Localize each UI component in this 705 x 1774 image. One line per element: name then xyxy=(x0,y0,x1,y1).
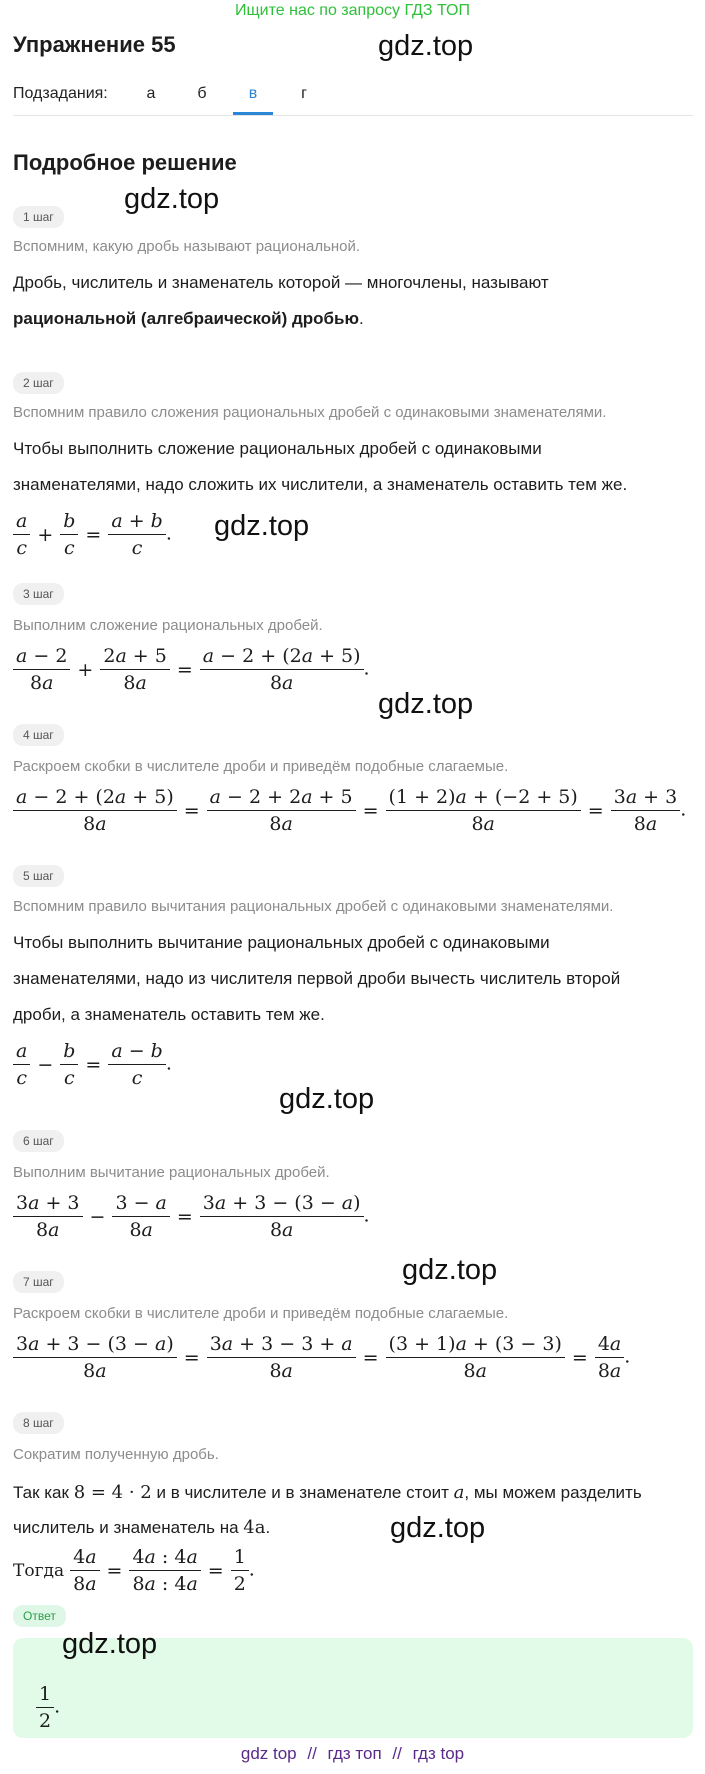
step-hint: Вспомним правило вычитания рациональных дробей с одинаковыми знаменателями. xyxy=(13,898,614,915)
step-text xyxy=(13,1482,642,1503)
footer-link-gdz-top-mixed[interactable]: гдз top xyxy=(412,1744,465,1763)
step-badge: 6 шаг xyxy=(13,1130,64,1152)
step-hint: Раскроем скобки в числителе дроби и приведём подобные слагаемые. xyxy=(13,1305,509,1322)
formula-step3: $\frac{a - 2}{8a}$ + $\frac{2a + 5}{8a}$ = $\frac{a - 2 + (2a + 5)}{8a}$ . xyxy=(13,645,370,694)
text-fragment: и в числителе и в знаменателе стоит xyxy=(156,1483,449,1502)
footer-link-gdz-top[interactable]: gdz top xyxy=(240,1744,297,1763)
watermark: gdz.top xyxy=(390,1512,486,1544)
active-tab-indicator xyxy=(233,112,273,115)
step-text: Дробь, числитель и знаменатель которой — многочлены, называют xyxy=(13,273,549,292)
watermark: gdz.top xyxy=(378,30,474,62)
footer-link-gdz-top-ru[interactable]: гдз топ xyxy=(327,1744,382,1763)
step-text xyxy=(13,1517,270,1538)
step-badge: 3 шаг xyxy=(13,583,64,605)
step-text: знаменателями, надо из числителя первой дроби вычесть числитель второй xyxy=(13,969,621,988)
watermark: gdz.top xyxy=(62,1628,158,1660)
watermark: gdz.top xyxy=(124,183,220,215)
solution-heading: Подробное решение xyxy=(13,150,237,175)
step-text: Чтобы выполнить сложение рациональных дробей с одинаковыми xyxy=(13,439,542,458)
footer-separator: // xyxy=(392,1744,402,1763)
inline-math: 8 = 4 · 2 xyxy=(73,1482,152,1503)
formula-step4: $\frac{a - 2 + (2a + 5)}{8a}$ = $\frac{a - 2 + 2a + 5}{8a}$ = $\frac{(1 + 2)a + (-2 + 5)}{8a}$ = $\frac{3a + 3}{8a}$ . xyxy=(13,786,686,835)
step-hint: Сократим полученную дробь. xyxy=(13,1446,219,1463)
text-fragment: , мы можем разделить xyxy=(464,1483,642,1502)
step-hint: Раскроем скобки в числителе дроби и приведём подобные слагаемые. xyxy=(13,758,509,775)
period: . xyxy=(359,309,364,328)
watermark: gdz.top xyxy=(214,510,310,542)
text-fragment: Так как xyxy=(13,1483,69,1502)
step-badge: 5 шаг xyxy=(13,865,64,887)
answer-badge: Ответ xyxy=(13,1605,66,1627)
formula-step7: $\frac{3a + 3 - (3 - a)}{8a}$ = $\frac{3a + 3 - 3 + a}{8a}$ = $\frac{(3 + 1)a + (3 - 3)}{8a}$ = $\frac{4a}{8a}$ . xyxy=(13,1333,630,1382)
step-badge: 4 шаг xyxy=(13,724,64,746)
answer-value: $\frac{1}{2}$ . xyxy=(36,1683,60,1732)
step-hint: Выполним вычитание рациональных дробей. xyxy=(13,1164,330,1181)
step-hint: Выполним сложение рациональных дробей. xyxy=(13,617,323,634)
subtask-tab-b[interactable]: б xyxy=(197,85,207,102)
exercise-title: Упражнение 55 xyxy=(13,32,176,57)
subtasks-bar xyxy=(13,83,693,116)
inline-math: a xyxy=(453,1482,465,1503)
formula-step8: Тогда $\frac{4a}{8a}$ = $\frac{4a : 4a}{8a : 4a}$ = $\frac{1}{2}$ . xyxy=(13,1546,255,1595)
step-text: знаменателями, надо сложить их числители, а знаменатель оставить тем же. xyxy=(13,475,628,494)
step-badge: 7 шаг xyxy=(13,1271,64,1293)
formula-addition-rule: $\frac{a}{c}$ + $\frac{b}{c}$ = $\frac{a + b}{c}$ . xyxy=(13,510,172,559)
step-text: Чтобы выполнить вычитание рациональных дробей с одинаковыми xyxy=(13,933,550,952)
text-fragment: числитель и знаменатель на xyxy=(13,1518,239,1537)
subtasks-label: Подзадания: xyxy=(13,85,108,102)
formula-subtraction-rule: $\frac{a}{c}$ − $\frac{b}{c}$ = $\frac{a - b}{c}$ . xyxy=(13,1040,172,1089)
footer-links xyxy=(0,1744,705,1764)
subtask-tab-a[interactable]: а xyxy=(146,85,156,102)
text-fragment: Тогда xyxy=(13,1560,65,1581)
watermark: gdz.top xyxy=(279,1083,375,1115)
step-badge: 1 шаг xyxy=(13,206,64,228)
inline-math: 4a xyxy=(243,1517,266,1538)
top-banner[interactable]: Ищите нас по запросу ГДЗ ТОП xyxy=(235,2,470,19)
text-fragment: . xyxy=(265,1518,271,1537)
subtask-tab-g[interactable]: г xyxy=(301,85,307,102)
watermark: gdz.top xyxy=(402,1254,498,1286)
subtask-tab-v[interactable]: в xyxy=(248,85,258,102)
step-badge: 8 шаг xyxy=(13,1412,64,1434)
formula-step6: $\frac{3a + 3}{8a}$ − $\frac{3 - a}{8a}$ = $\frac{3a + 3 - (3 - a)}{8a}$ . xyxy=(13,1192,370,1241)
bold-term: рациональной (алгебраической) дробью xyxy=(13,309,360,328)
step-hint: Вспомним, какую дробь называют рациональной. xyxy=(13,238,361,255)
footer-separator: // xyxy=(307,1744,317,1763)
step-badge: 2 шаг xyxy=(13,372,64,394)
watermark: gdz.top xyxy=(378,688,474,720)
step-hint: Вспомним правило сложения рациональных дробей с одинаковыми знаменателями. xyxy=(13,404,607,421)
step-text: дроби, а знаменатель оставить тем же. xyxy=(13,1005,325,1024)
step-text xyxy=(13,309,364,329)
